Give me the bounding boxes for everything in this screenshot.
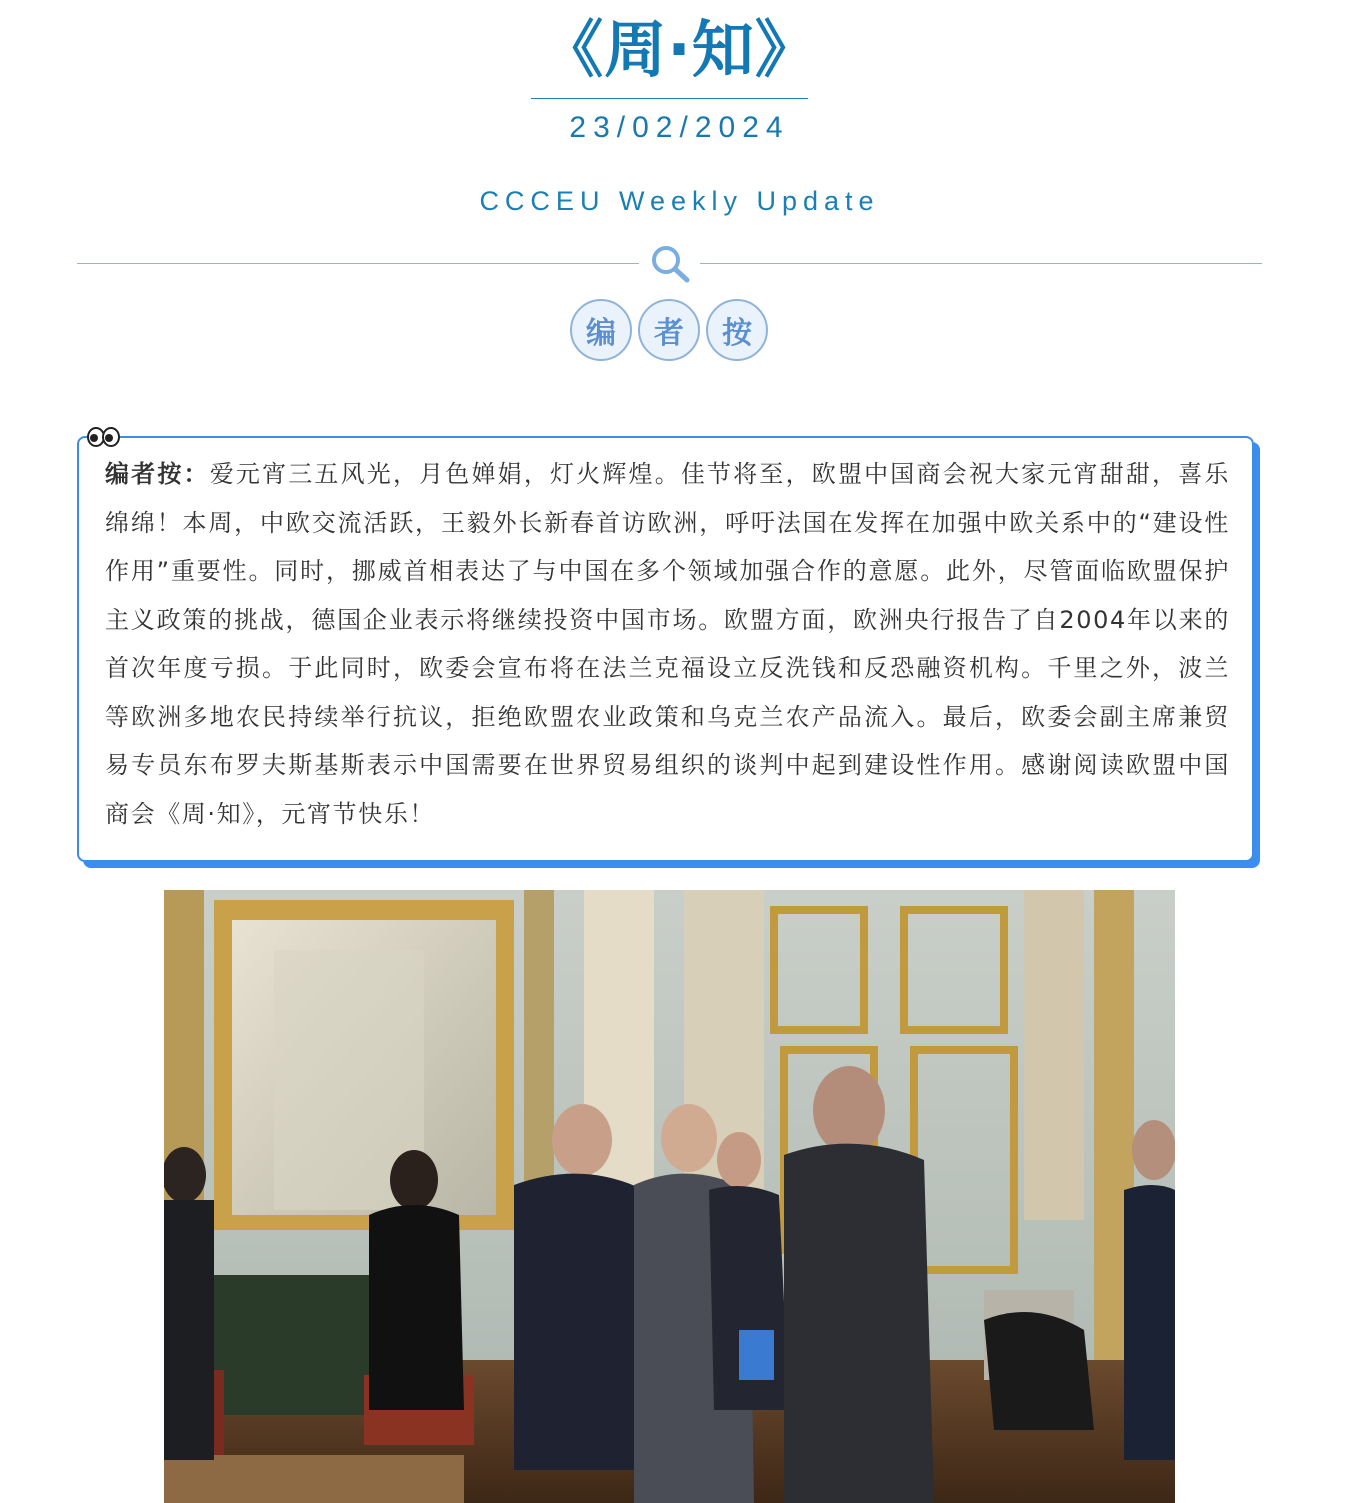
title-divider <box>531 98 808 99</box>
editor-note-body: 爱元宵三五风光，月色婵娟，灯火辉煌。佳节将至，欧盟中国商会祝大家元宵甜甜，喜乐绵绵！本周，中欧交流活跃，王毅外长新春首访欧洲，呼吁法国在发挥在加强中欧关系中的“建设性作用”重要性。同时，挪威首相表达了与中国在多个领域加强合作的意愿。此外，尽管面临欧盟保护主义政策的挑战，德国企业表示将继续投资中国市场。欧盟方面，欧洲央行报告了自2004年以来的首次年度亏损。于此同时，欧委会宣布将在法兰克福设立反洗钱和反恐融资机构。千里之外，波兰等欧洲多地农民持续举行抗议，拒绝欧盟农业政策和乌克兰农产品流入。最后，欧委会副主席兼贸易专员东布罗夫斯基斯表示中国需要在世界贸易组织的谈判中起到建设性作用。感谢阅读欧盟中国商会《周·知》，元宵节快乐！ <box>105 460 1230 828</box>
meeting-photo <box>164 890 1175 1503</box>
editor-note-label: 编者按： <box>105 460 210 488</box>
search-icon <box>649 244 691 284</box>
meeting-photo-illustration <box>164 890 1175 1503</box>
eyes-icon <box>86 426 122 448</box>
editor-note-text <box>105 450 1230 838</box>
editor-note-badges <box>570 299 770 361</box>
page-subtitle: CCCEU Weekly Update <box>479 186 880 216</box>
badge-char: 者 <box>638 299 700 361</box>
badge-char: 编 <box>570 299 632 361</box>
section-divider-left <box>77 263 639 264</box>
section-divider-right <box>700 263 1262 264</box>
badge-char: 按 <box>706 299 768 361</box>
issue-date: 23/02/2024 <box>569 111 790 144</box>
page-title: 《周·知》 <box>541 13 818 86</box>
